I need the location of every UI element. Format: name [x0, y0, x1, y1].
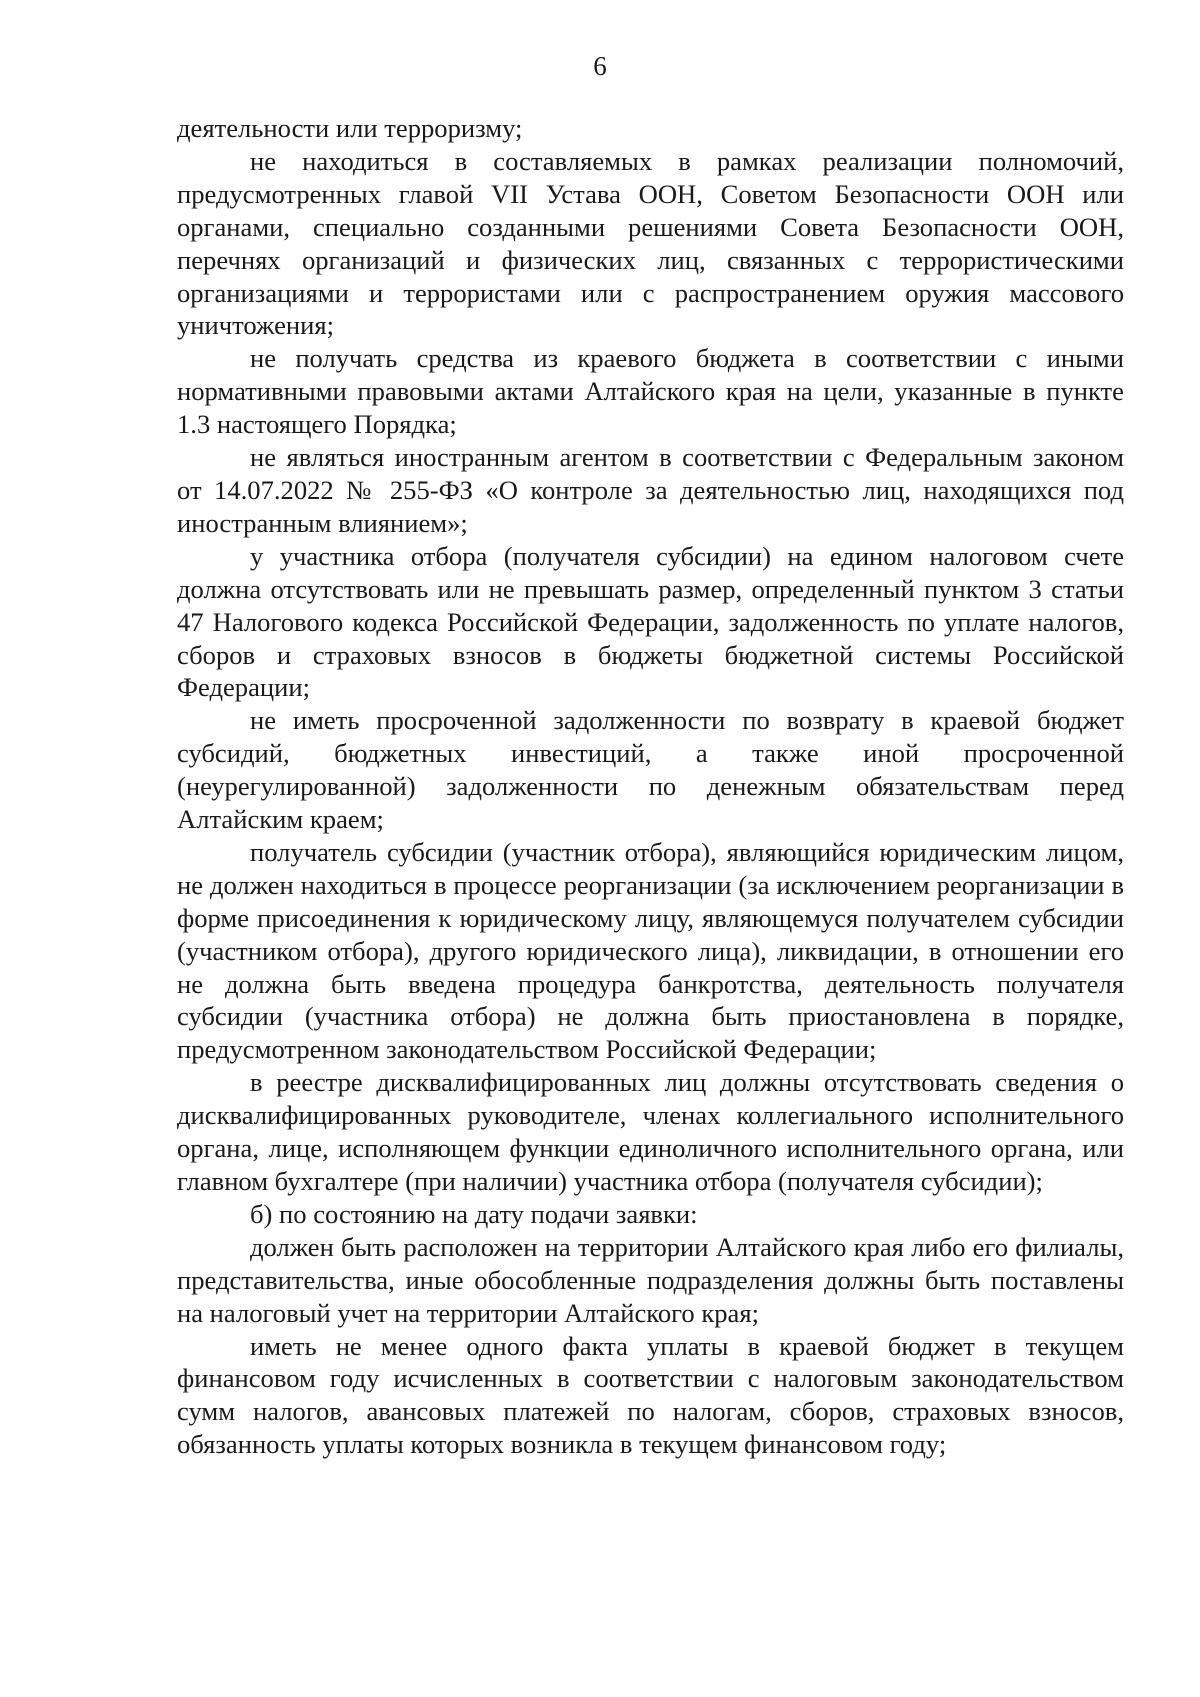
paragraph-subitem-b: б) по состоянию на дату подачи заявки:	[250, 1198, 698, 1229]
paragraph-location: должен быть расположен на территории Алтайского края либо его филиалы, представительства, иные обособленные подразделения должны быть поставлены на налоговый учет на территории Алтайского края;	[177, 1231, 1124, 1328]
paragraph-no-other-budget-funds: не получать средства из краевого бюджета в соответствии с иными нормативными правовыми актами Алтайского края на цели, указанные в пункте 1.3 настоящего Порядка;	[177, 343, 1124, 440]
paragraph-un-sanctions-lists: не находиться в составляемых в рамках реализации полномочий, предусмотренных главой VII Устава ООН, Советом Безопасности ООН или органами, специально созданными решениями Совета Безопасности ООН, перечнях организаций и физических лиц, связанных с террористическими организациями и террористами или с распространением оружия массового уничтожения;	[177, 145, 1124, 341]
paragraph-overdue-debt: не иметь просроченной задолженности по возврату в краевой бюджет субсидий, бюджетных инвестиций, а также иной просроченной (неурегулированной) задолженности по денежным обязательствам перед Алтайским краем;	[177, 705, 1124, 835]
paragraph-disqualified-persons: в реестре дисквалифицированных лиц должны отсутствовать сведения о дисквалифицированных руководителе, членах коллегиального исполнительного органа, лице, исполняющем функции единоличного исполнительного органа, или главном бухгалтере (при наличии) участника отбора (получателя субсидии);	[177, 1067, 1124, 1196]
paragraph-tax-debt: у участника отбора (получателя субсидии) на едином налоговом счете должна отсутствовать или не превышать размер, определенный пунктом 3 статьи 47 Налогового кодекса Российской Федерации, задолженность по уплате налогов, сборов и страховых взносов в бюджеты бюджетной системы Российской Федерации;	[177, 540, 1124, 703]
document-body	[177, 112, 1124, 1461]
paragraph-continuation: деятельности или терроризму;	[177, 113, 523, 143]
paragraph-tax-payment: иметь не менее одного факта уплаты в краевой бюджет в текущем финансовом году исчисленных в соответствии с налоговым законодательством сумм налогов, авансовых платежей по налогам, сборов, страховых взносов, обязанность уплаты которых возникла в текущем финансовом году;	[177, 1330, 1124, 1460]
page-number: 6	[593, 51, 607, 81]
paragraph-reorganization: получатель субсидии (участник отбора), являющийся юридическим лицом, не должен находиться в процессе реорганизации (за исключением реорганизации в форме присоединения к юридическому лицу, являющемуся получателем субсидии (участником отбора), другого юридического лица), ликвидации, в отношении его не должна быть введена процедура банкротства, деятельность получателя субсидии (участника отбора) не должна быть приостановлена в порядке, предусмотренном законодательством Российской Федерации;	[177, 836, 1124, 1065]
paragraph-not-foreign-agent: не являться иностранным агентом в соответствии с Федеральным законом от 14.07.2022 № 255-ФЗ «О контроле за деятельностью лиц, находящихся под иностранным влиянием»;	[177, 442, 1124, 538]
